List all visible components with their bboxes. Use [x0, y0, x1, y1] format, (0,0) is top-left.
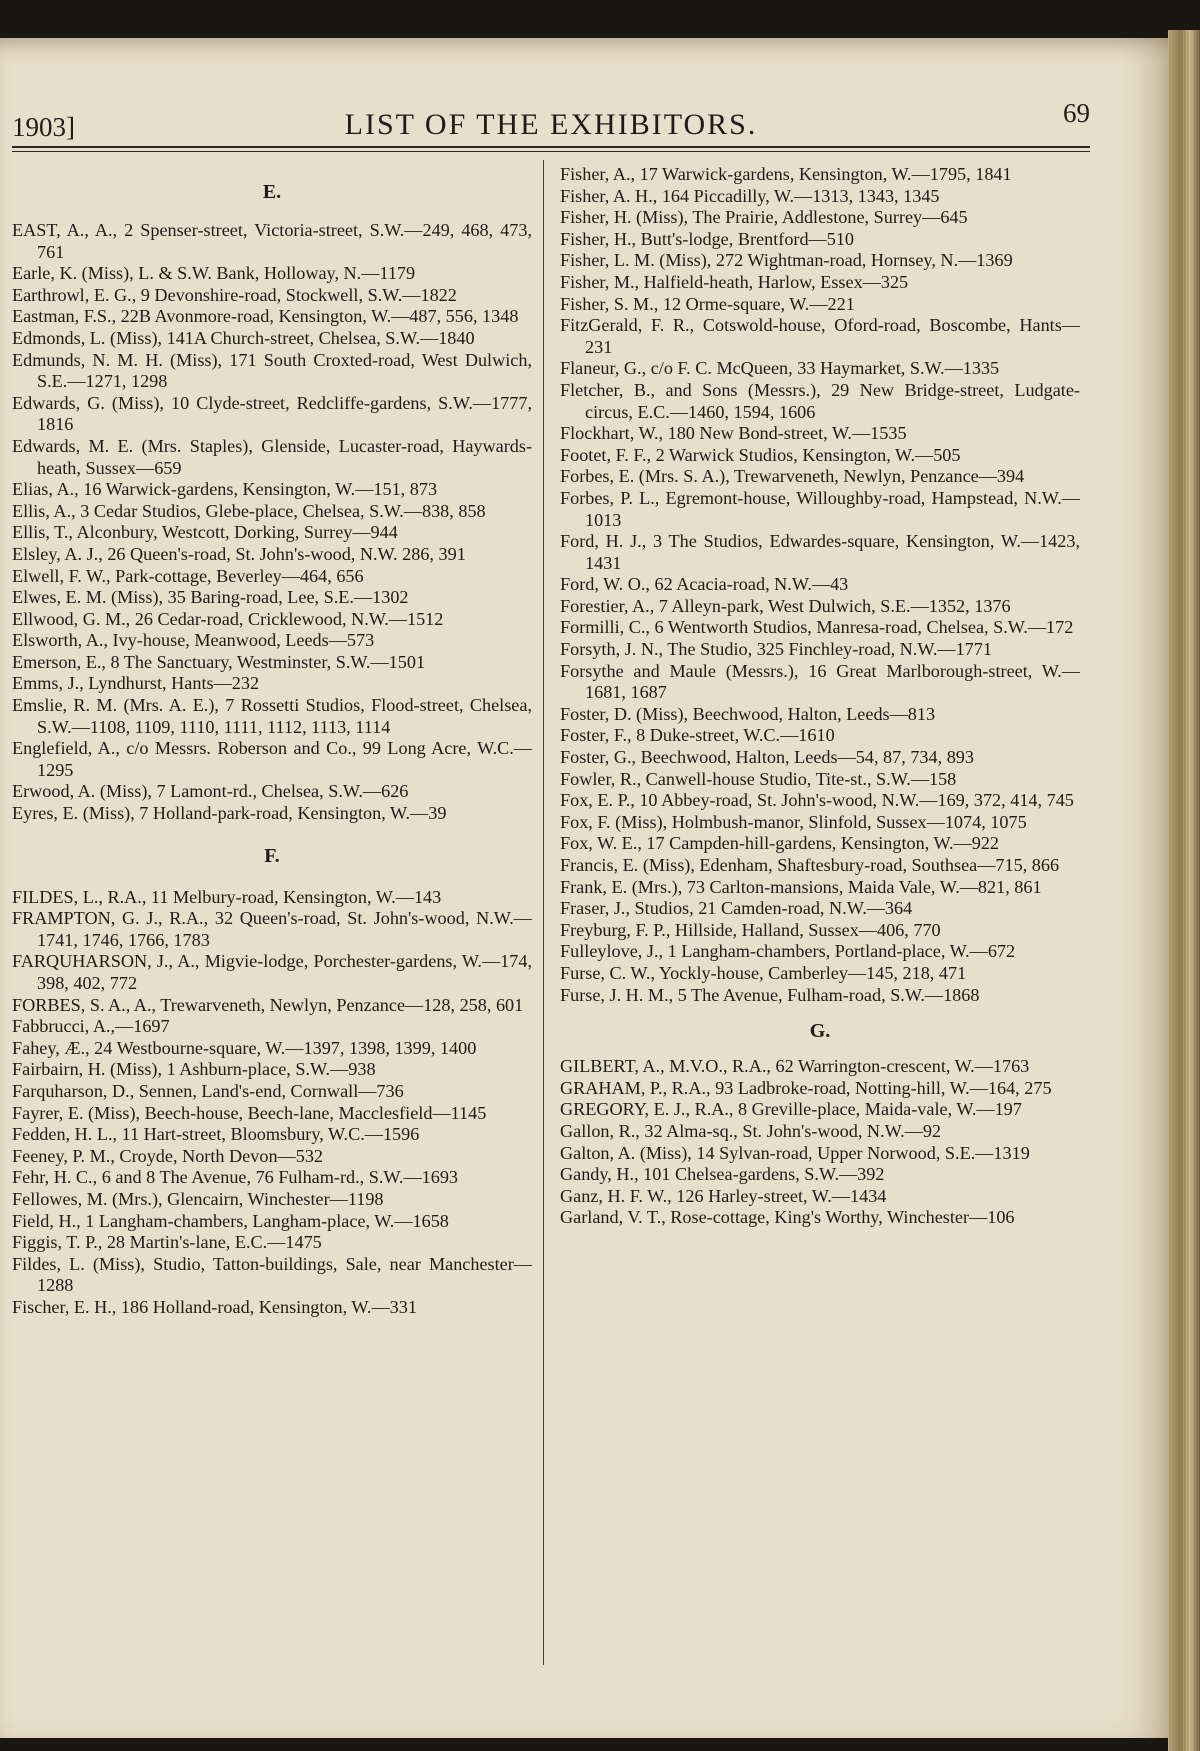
header-rule-thick: [12, 146, 1090, 148]
list-f-left: [12, 887, 532, 1319]
exhibitor-entry: FARQUHARSON, J., A., Migvie-lodge, Porchester-gardens, W.—174, 398, 402, 772: [12, 951, 532, 993]
exhibitor-entry: Earthrowl, E. G., 9 Devonshire-road, Stockwell, S.W.—1822: [12, 284, 457, 305]
exhibitor-entry: Gallon, R., 32 Alma-sq., St. John's-wood, N.W.—92: [560, 1120, 942, 1141]
exhibitor-entry: Fildes, L. (Miss), Studio, Tatton-buildings, Sale, near Manchester—1288: [12, 1253, 532, 1296]
exhibitor-entry: Forsythe and Maule (Messrs.), 16 Great Marlborough-street, W.—1681, 1687: [560, 660, 1080, 703]
exhibitor-entry: Galton, A. (Miss), 14 Sylvan-road, Upper Norwood, S.E.—1319: [560, 1142, 1030, 1163]
exhibitor-entry: Furse, J. H. M., 5 The Avenue, Fulham-road, S.W.—1868: [560, 984, 980, 1005]
list-f-right: [560, 164, 1080, 1006]
exhibitor-entry: Ellis, T., Alconbury, Westcott, Dorking, Surrey—944: [12, 522, 398, 543]
exhibitor-entry: Fisher, A., 17 Warwick-gardens, Kensington, W.—1795, 1841: [560, 164, 1012, 184]
exhibitor-entry: Fox, F. (Miss), Holmbush-manor, Slinfold, Sussex—1074, 1075: [560, 811, 1027, 832]
exhibitor-entry: Edmonds, L. (Miss), 141A Church-street, Chelsea, S.W.—1840: [12, 327, 475, 348]
exhibitor-entry: Elwes, E. M. (Miss), 35 Baring-road, Lee, S.E.—1302: [12, 587, 409, 608]
exhibitor-entry: Englefield, A., c/o Messrs. Roberson and Co., 99 Long Acre, W.C.—1295: [12, 738, 532, 780]
exhibitor-entry: Frank, E. (Mrs.), 73 Carlton-mansions, Maida Vale, W.—821, 861: [560, 876, 1042, 897]
exhibitor-entry: Flaneur, G., c/o F. C. McQueen, 33 Haymarket, S.W.—1335: [560, 358, 1000, 379]
exhibitor-entry: Figgis, T. P., 28 Martin's-lane, E.C.—1475: [12, 1232, 322, 1253]
exhibitor-entry: Fowler, R., Canwell-house Studio, Tite-st., S.W.—158: [560, 768, 957, 789]
exhibitor-entry: Foster, D. (Miss), Beechwood, Halton, Leeds—813: [560, 703, 936, 724]
right-column: [560, 164, 1080, 1229]
exhibitor-entry: FILDES, L., R.A., 11 Melbury-road, Kensington, W.—143: [12, 886, 442, 907]
exhibitor-entry: Ellis, A., 3 Cedar Studios, Glebe-place, Chelsea, S.W.—838, 858: [12, 500, 486, 521]
exhibitor-entry: Fulleylove, J., 1 Langham-chambers, Portland-place, W.—672: [560, 941, 1016, 962]
column-divider: [543, 160, 544, 1665]
page-header: [12, 98, 1090, 148]
exhibitor-entry: Francis, E. (Miss), Edenham, Shaftesbury-road, Southsea—715, 866: [560, 855, 1060, 875]
exhibitor-entry: Fox, E. P., 10 Abbey-road, St. John's-wood, N.W.—169, 372, 414, 745: [560, 790, 1074, 811]
exhibitor-entry: Flockhart, W., 180 New Bond-street, W.—1535: [560, 423, 907, 444]
exhibitor-entry: Fayrer, E. (Miss), Beech-house, Beech-lane, Macclesfield—1145: [12, 1102, 487, 1123]
exhibitor-entry: Forestier, A., 7 Alleyn-park, West Dulwich, S.E.—1352, 1376: [560, 595, 1011, 616]
exhibitor-entry: Footet, F. F., 2 Warwick Studios, Kensington, W.—505: [560, 444, 961, 465]
section-heading-e: E.: [262, 181, 282, 203]
exhibitor-entry: Elsworth, A., Ivy-house, Meanwood, Leeds—573: [12, 630, 375, 651]
exhibitor-entry: Feeney, P. M., Croyde, North Devon—532: [12, 1145, 324, 1166]
exhibitor-entry: FitzGerald, F. R., Cotswold-house, Oford-road, Boscombe, Hants—231: [560, 315, 1080, 357]
header-rule-thin: [12, 151, 1090, 152]
exhibitor-entry: GILBERT, A., M.V.O., R.A., 62 Warrington-crescent, W.—1763: [560, 1056, 1030, 1077]
exhibitor-entry: Forbes, P. L., Egremont-house, Willoughby-road, Hampstead, N.W.—1013: [560, 487, 1080, 530]
exhibitor-entry: Ellwood, G. M., 26 Cedar-road, Cricklewood, N.W.—1512: [12, 608, 444, 629]
exhibitor-entry: GRAHAM, P., R.A., 93 Ladbroke-road, Notting-hill, W.—164, 275: [560, 1077, 1052, 1098]
exhibitor-entry: Fairbairn, H. (Miss), 1 Ashburn-place, S.W.—938: [12, 1059, 376, 1080]
exhibitor-entry: Fedden, H. L., 11 Hart-street, Bloomsbury, W.C.—1596: [12, 1124, 420, 1145]
exhibitor-entry: Freyburg, F. P., Hillside, Halland, Sussex—406, 770: [560, 919, 941, 940]
exhibitor-entry: Fisher, S. M., 12 Orme-square, W.—221: [560, 293, 855, 314]
exhibitor-entry: Emerson, E., 8 The Sanctuary, Westminster, S.W.—1501: [12, 651, 426, 672]
exhibitor-entry: Eyres, E. (Miss), 7 Holland-park-road, Kensington, W.—39: [12, 803, 447, 824]
page-number: 69: [1063, 98, 1090, 128]
section-heading-f: F.: [264, 844, 280, 867]
section-heading-g: G.: [809, 1020, 831, 1043]
book-edge: [1168, 30, 1200, 1751]
exhibitor-entry: Ford, H. J., 3 The Studios, Edwardes-square, Kensington, W.—1423, 1431: [560, 531, 1080, 573]
exhibitor-entry: Farquharson, D., Sennen, Land's-end, Cornwall—736: [12, 1080, 404, 1101]
exhibitor-entry: Fellowes, M. (Mrs.), Glencairn, Winchester—1198: [12, 1188, 384, 1209]
exhibitor-entry: Elwell, F. W., Park-cottage, Beverley—464, 656: [12, 565, 364, 586]
exhibitor-entry: Fisher, M., Halfield-heath, Harlow, Essex—325: [560, 271, 909, 292]
exhibitor-entry: Earle, K. (Miss), L. & S.W. Bank, Holloway, N.—1179: [12, 263, 416, 284]
exhibitor-entry: Edwards, M. E. (Mrs. Staples), Glenside, Lucaster-road, Haywards-heath, Sussex—659: [12, 435, 532, 478]
exhibitor-entry: Fisher, A. H., 164 Piccadilly, W.—1313, 1343, 1345: [560, 185, 940, 206]
exhibitor-entry: Elias, A., 16 Warwick-gardens, Kensington, W.—151, 873: [12, 479, 438, 500]
exhibitor-entry: Fletcher, B., and Sons (Messrs.), 29 New Bridge-street, Ludgate-circus, E.C.—1460, 1594, 1606: [560, 379, 1080, 422]
exhibitor-entry: Edwards, G. (Miss), 10 Clyde-street, Redcliffe-gardens, S.W.—1777, 1816: [12, 392, 532, 435]
left-column: [12, 164, 532, 1319]
exhibitor-entry: Eastman, F.S., 22B Avonmore-road, Kensington, W.—487, 556, 1348: [12, 306, 519, 327]
exhibitor-entry: Furse, C. W., Yockly-house, Camberley—145, 218, 471: [560, 962, 967, 983]
exhibitor-entry: Fabbrucci, A.,—1697: [12, 1016, 170, 1037]
exhibitor-entry: Elsley, A. J., 26 Queen's-road, St. John's-wood, N.W. 286, 391: [12, 543, 466, 564]
exhibitor-entry: Foster, F., 8 Duke-street, W.C.—1610: [560, 725, 835, 746]
exhibitor-entry: Ford, W. O., 62 Acacia-road, N.W.—43: [560, 574, 849, 595]
exhibitor-entry: Fisher, H., Butt's-lodge, Brentford—510: [560, 228, 855, 249]
exhibitor-entry: Fischer, E. H., 186 Holland-road, Kensington, W.—331: [12, 1296, 417, 1317]
exhibitor-entry: Gandy, H., 101 Chelsea-gardens, S.W.—392: [560, 1164, 885, 1185]
exhibitor-entry: Erwood, A. (Miss), 7 Lamont-rd., Chelsea, S.W.—626: [12, 781, 409, 802]
exhibitor-entry: Fox, W. E., 17 Campden-hill-gardens, Kensington, W.—922: [560, 833, 1000, 854]
exhibitor-entry: Field, H., 1 Langham-chambers, Langham-place, W.—1658: [12, 1210, 449, 1231]
exhibitor-entry: Formilli, C., 6 Wentworth Studios, Manresa-road, Chelsea, S.W.—172: [560, 617, 1074, 638]
exhibitor-entry: FRAMPTON, G. J., R.A., 32 Queen's-road, St. John's-wood, N.W.—1741, 1746, 1766, 1783: [12, 908, 532, 950]
exhibitor-entry: Fahey, Æ., 24 Westbourne-square, W.—1397, 1398, 1399, 1400: [12, 1037, 477, 1058]
exhibitor-entry: Emslie, R. M. (Mrs. A. E.), 7 Rossetti Studios, Flood-street, Chelsea, S.W.—1108, 1109, 1110, 1111, 1112, 1113, 1114: [12, 695, 532, 737]
header-year: 1903]: [12, 112, 75, 142]
exhibitor-entry: EAST, A., A., 2 Spenser-street, Victoria-street, S.W.—249, 468, 473, 761: [12, 220, 532, 262]
list-g: [560, 1056, 1080, 1229]
list-e: [12, 220, 532, 825]
exhibitor-entry: Forbes, E. (Mrs. S. A.), Trewarveneth, Newlyn, Penzance—394: [560, 466, 1025, 487]
exhibitor-entry: FORBES, S. A., A., Trewarveneth, Newlyn, Penzance—128, 258, 601: [12, 994, 524, 1015]
exhibitor-entry: Fisher, L. M. (Miss), 272 Wightman-road, Hornsey, N.—1369: [560, 250, 1013, 271]
exhibitor-entry: GREGORY, E. J., R.A., 8 Greville-place, Maida-vale, W.—197: [560, 1099, 1022, 1120]
exhibitor-entry: Edmunds, N. M. H. (Miss), 171 South Croxted-road, West Dulwich, S.E.—1271, 1298: [12, 349, 532, 392]
exhibitor-entry: Garland, V. T., Rose-cottage, King's Worthy, Winchester—106: [560, 1207, 1015, 1228]
exhibitor-entry: Emms, J., Lyndhurst, Hants—232: [12, 673, 260, 694]
page-title: LIST OF THE EXHIBITORS.: [344, 108, 758, 141]
exhibitor-entry: Fisher, H. (Miss), The Prairie, Addlestone, Surrey—645: [560, 207, 968, 228]
exhibitor-entry: Fraser, J., Studios, 21 Camden-road, N.W.—364: [560, 898, 913, 919]
exhibitor-entry: Forsyth, J. N., The Studio, 325 Finchley-road, N.W.—1771: [560, 639, 992, 660]
exhibitor-entry: Ganz, H. F. W., 126 Harley-street, W.—1434: [560, 1185, 887, 1206]
exhibitor-entry: Fehr, H. C., 6 and 8 The Avenue, 76 Fulham-rd., S.W.—1693: [12, 1167, 459, 1188]
exhibitor-entry: Foster, G., Beechwood, Halton, Leeds—54, 87, 734, 893: [560, 747, 974, 768]
